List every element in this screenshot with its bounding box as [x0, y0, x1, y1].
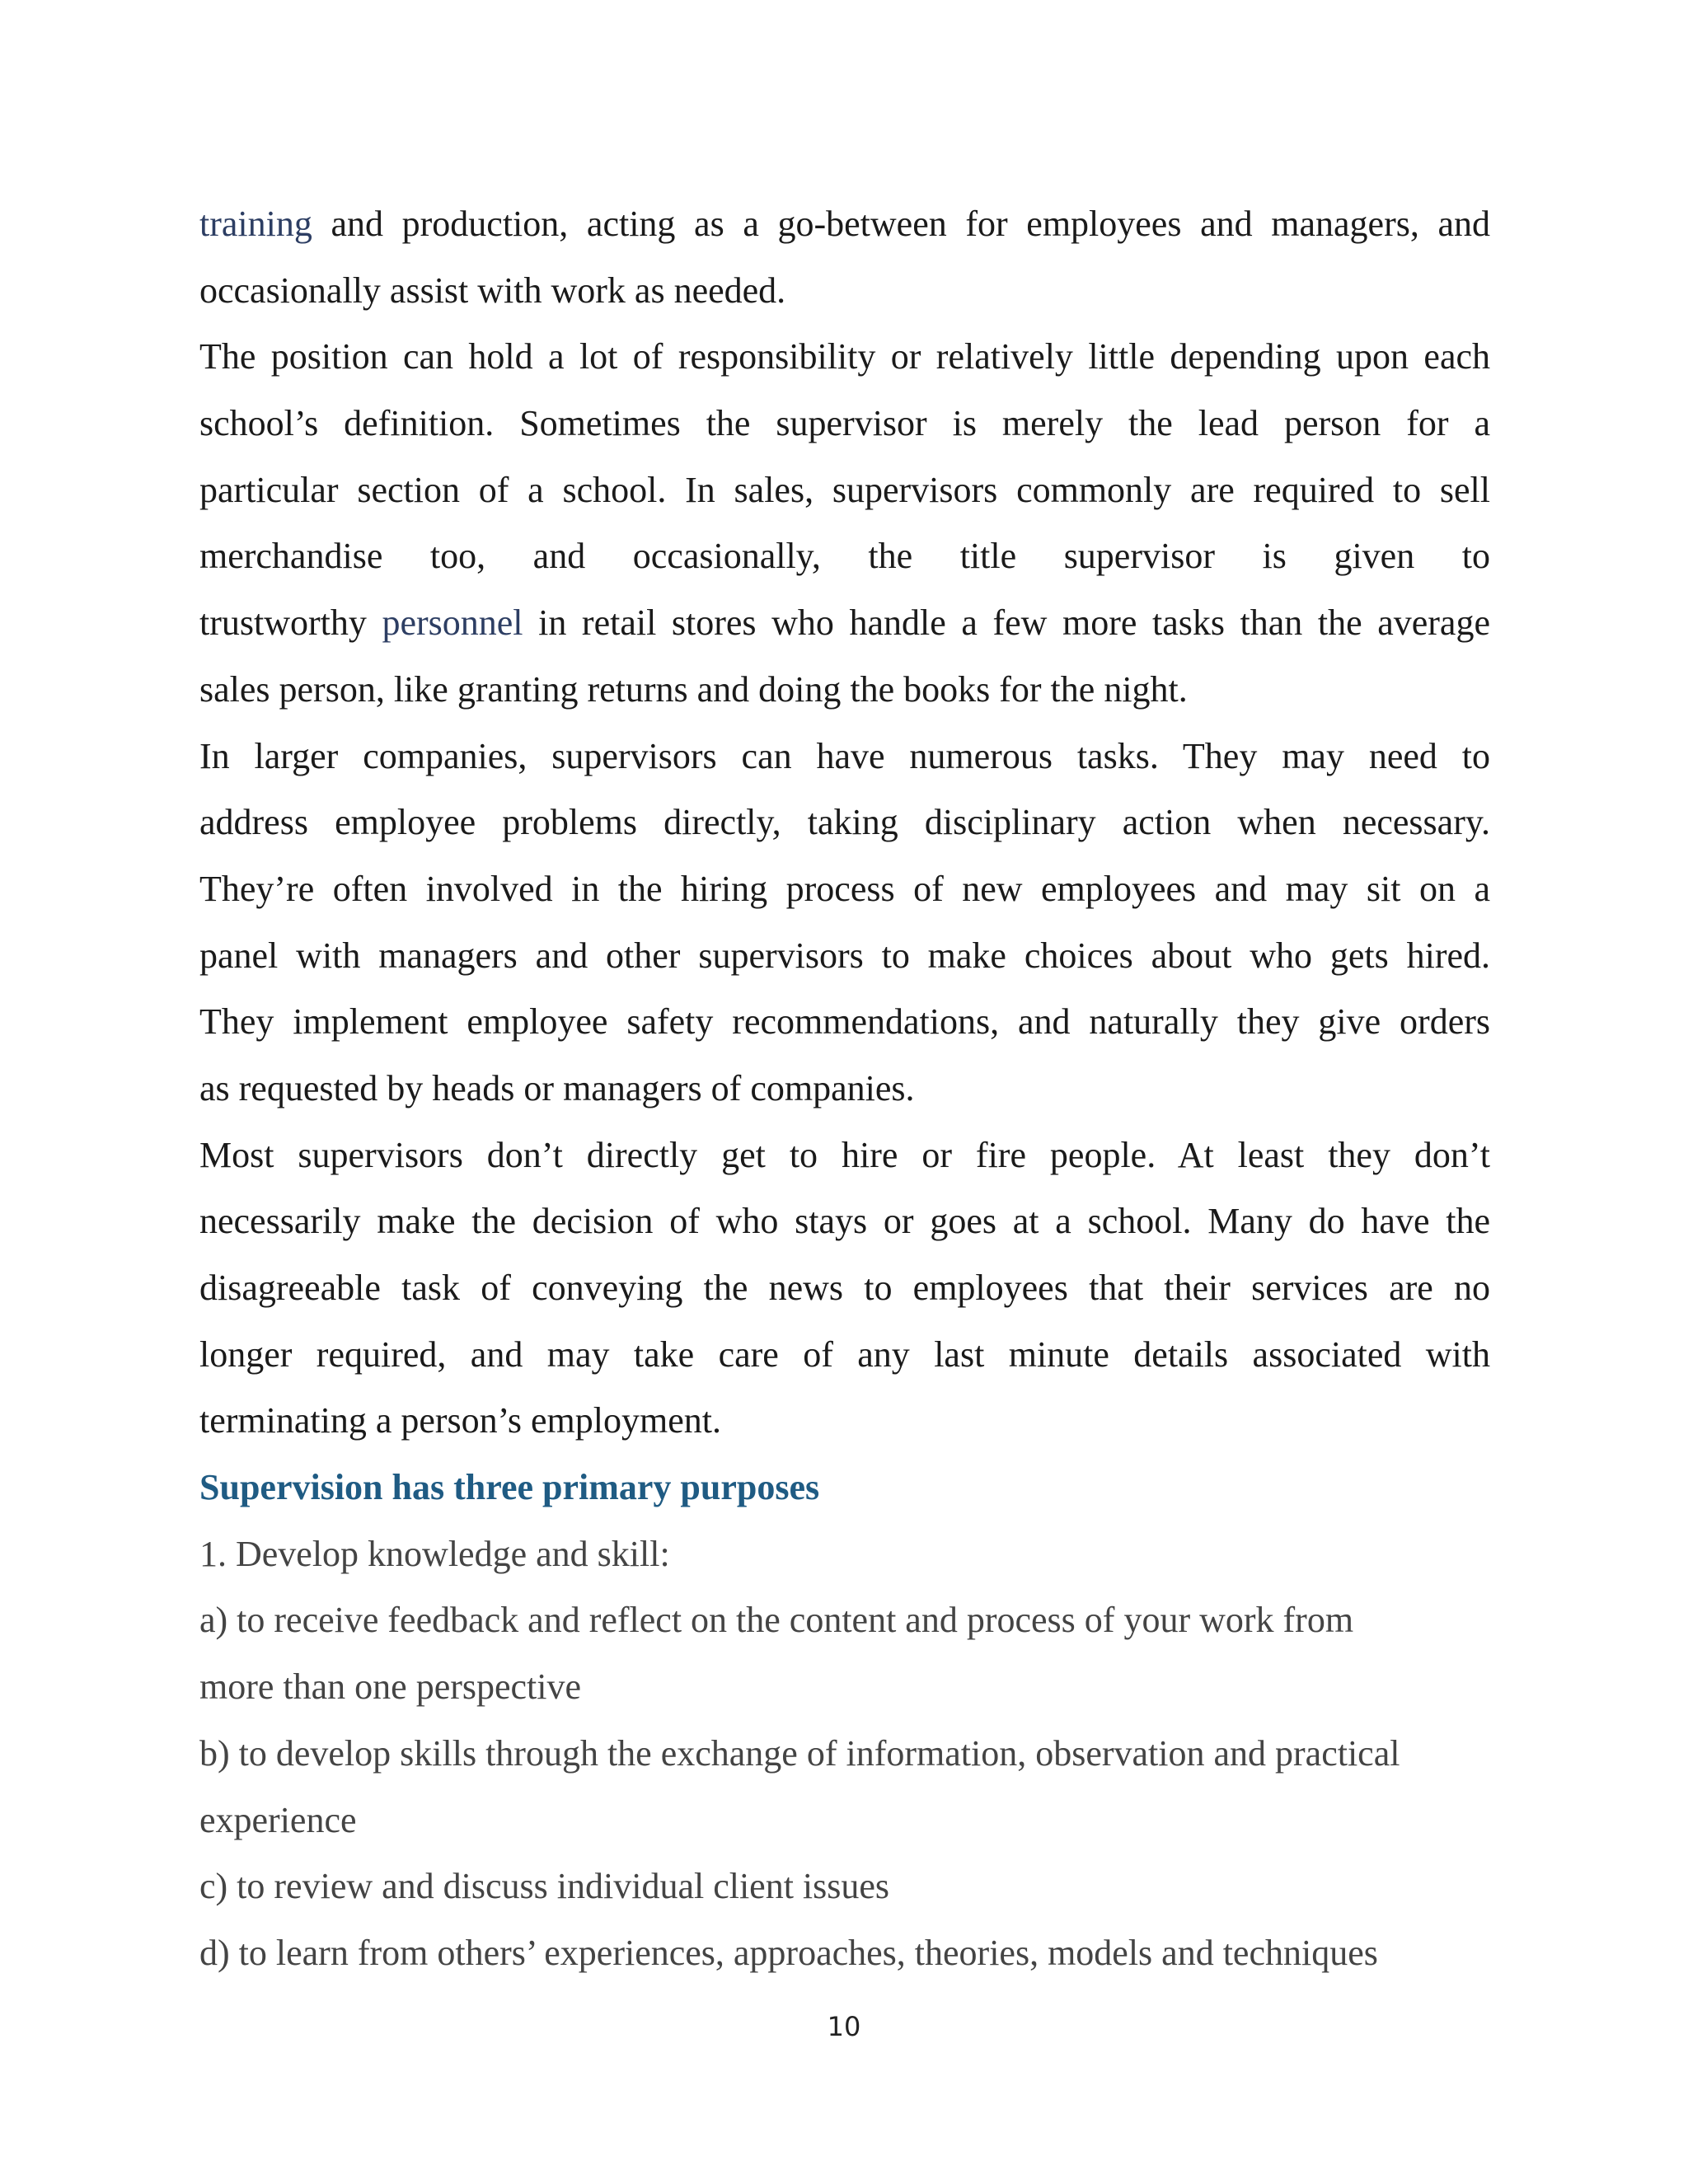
paragraph-2-line-5-before: trustworthy	[199, 602, 382, 644]
paragraph-2-line-6: sales person, like granting returns and doing the books for the night.	[199, 668, 1188, 710]
paragraph-1-line-2: occasionally assist with work as needed.	[199, 269, 786, 311]
paragraph-3-line-3: They’re often involved in the hiring process of new employees and may sit on a	[199, 868, 1490, 909]
paragraph-3-line-2: address employee problems directly, taking disciplinary action when necessary.	[199, 802, 1490, 843]
list-item-a-line-1: a) to receive feedback and reflect on the content and process of your work from	[199, 1600, 1354, 1641]
paragraph-4-line-5: terminating a person’s employment.	[199, 1400, 721, 1441]
paragraph-1-line-1-text: and production, acting as a go-between for employees and managers, and	[312, 204, 1490, 244]
paragraph-3-line-6: as requested by heads or managers of companies.	[199, 1067, 915, 1108]
paragraph-2-line-4: merchandise too, and occasionally, the title supervisor is given to	[199, 536, 1490, 577]
paragraph-3-line-5: They implement employee safety recommendations, and naturally they give orders	[199, 1001, 1490, 1043]
paragraph-2-line-5	[199, 590, 1490, 657]
page-number: 10	[827, 2011, 861, 2042]
paragraph-1-line-1	[199, 191, 1490, 258]
list-item-d: d) to learn from others’ experiences, approaches, theories, models and techniques	[199, 1932, 1378, 1973]
list-item-b-line-2: experience	[199, 1799, 357, 1840]
section-heading: Supervision has three primary purposes	[199, 1467, 820, 1508]
paragraph-4-line-1: Most supervisors don’t directly get to hire or fire people. At least they don’t	[199, 1134, 1490, 1175]
paragraph-3-line-4: panel with managers and other supervisors to make choices about who gets hired.	[199, 935, 1490, 976]
paragraph-3-line-1: In larger companies, supervisors can have numerous tasks. They may need to	[199, 735, 1490, 776]
paragraph-2-line-2: school’s definition. Sometimes the supervisor is merely the lead person for a	[199, 403, 1490, 444]
body-text	[199, 191, 1490, 1987]
paragraph-2-line-5-after: in retail stores who handle a few more tasks than the average	[523, 602, 1490, 644]
list-item-b-line-1: b) to develop skills through the exchange of information, observation and practical	[199, 1732, 1400, 1774]
list-item-c: c) to review and discuss individual client issues	[199, 1866, 890, 1907]
paragraph-2-line-1: The position can hold a lot of responsibility or relatively little depending upon each	[199, 336, 1490, 377]
paragraph-4-line-4: longer required, and may take care of any last minute details associated with	[199, 1333, 1490, 1375]
list-item-a-line-2: more than one perspective	[199, 1666, 582, 1708]
paragraph-4-line-3: disagreeable task of conveying the news to employees that their services are no	[199, 1268, 1490, 1308]
link-training[interactable]: training	[199, 204, 312, 244]
paragraph-2-line-3: particular section of a school. In sales, supervisors commonly are required to sell	[199, 469, 1490, 510]
list-item-1: 1. Develop knowledge and skill:	[199, 1533, 670, 1574]
paragraph-4-line-2: necessarily make the decision of who stays or goes at a school. Many do have the	[199, 1201, 1490, 1242]
link-personnel[interactable]: personnel	[382, 602, 523, 644]
